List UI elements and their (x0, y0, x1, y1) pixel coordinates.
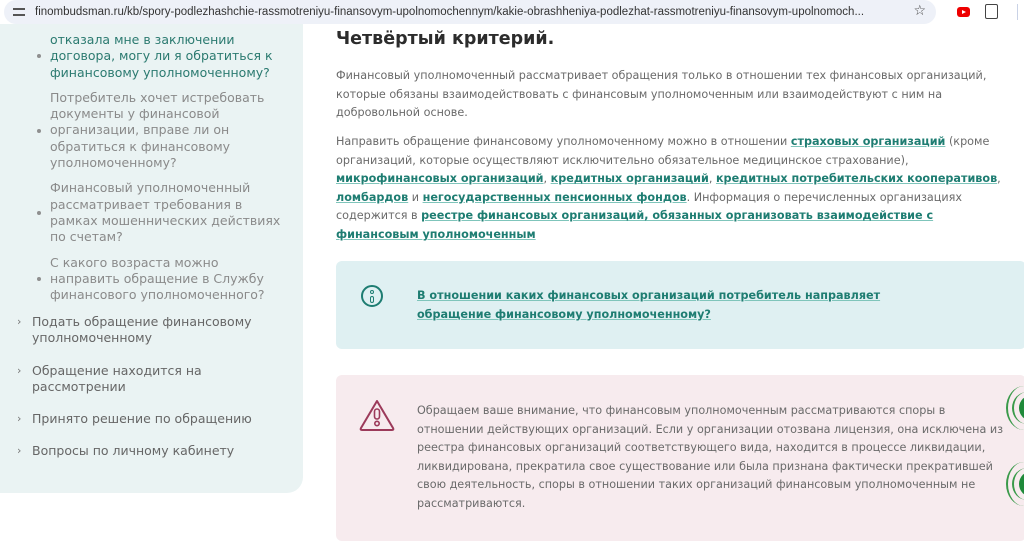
text-fragment: , (543, 172, 551, 186)
text-fragment: . Информация о перечисленных организациях содержится в (336, 190, 963, 223)
bookmark-star-icon[interactable]: ☆ (913, 3, 926, 19)
info-icon (361, 285, 383, 307)
sub-question-item[interactable] (0, 90, 303, 171)
warning-callout (336, 375, 1024, 541)
category-item[interactable] (0, 411, 303, 427)
link-credit-cooperatives[interactable]: кредитных потребительских кооперативов (715, 172, 998, 186)
extensions-puzzle-icon[interactable] (985, 4, 998, 19)
callback-float-button[interactable] (1006, 386, 1024, 430)
text-fragment: и (408, 190, 423, 204)
chat-float-button[interactable] (1006, 462, 1024, 506)
category-list (0, 314, 303, 476)
category-label: Вопросы по личному кабинету (32, 443, 235, 459)
toolbar-divider (1017, 4, 1018, 20)
paragraph-organizations (336, 133, 1006, 245)
sub-question-item[interactable] (0, 180, 303, 245)
link-microfinance-organizations[interactable]: микрофинансовых организаций (336, 172, 544, 186)
section-title: Четвёртый критерий. (336, 29, 555, 49)
text-fragment: , (708, 172, 716, 186)
sub-question-label: отказала мне в заключении договора, могу ли я обратиться к финансовому уполномоченному? (50, 32, 273, 80)
link-pension-funds[interactable]: негосударственных пенсионных фондов (422, 190, 687, 204)
category-label: Принято решение по обращению (32, 411, 252, 427)
link-pawnshops[interactable]: ломбардов (336, 190, 409, 204)
link-credit-organizations[interactable]: кредитных организаций (550, 172, 709, 186)
info-callout-link[interactable]: В отношении каких финансовых организаций потребитель направляет обращение финансовому уполномоченному? (417, 289, 881, 321)
sub-question-label: Финансовый уполномоченный рассматривает требования в рамках мошеннических действиях по счетам? (50, 180, 281, 245)
chevron-right-icon: › (17, 315, 22, 328)
address-bar[interactable] (4, 0, 936, 24)
sub-question-label: С какого возраста можно направить обращение в Службу финансового уполномоченного? (50, 254, 265, 303)
paragraph-criteria: Финансовый уполномоченный рассматривает обращения только в отношении тех финансовых организаций, которые обязаны взаимодействовать с финансовым уполномоченным или взаимодействуют с ним на добровольной основе. (336, 69, 987, 120)
text-fragment: Направить обращение финансовому уполномоченному можно в отношении (336, 135, 791, 148)
chevron-right-icon: › (17, 363, 22, 377)
url-text[interactable]: finombudsman.ru/kb/spory-podlezhashchie-rassmotreniyu-finansovym-upolnomochennym/kakie-obrashheniya-podlezhat-rassmotreniyu-finansovym-upolnomoch... (35, 6, 865, 18)
youtube-extension-icon[interactable] (957, 7, 970, 17)
link-registry[interactable]: реестре финансовых организаций, обязанных организовать взаимодействие с финансовым уполномоченным (336, 209, 934, 241)
bullet-icon (37, 277, 41, 281)
category-item[interactable] (0, 363, 303, 396)
sub-question-list (0, 32, 303, 312)
chevron-right-icon: › (17, 412, 22, 426)
warning-text: Обращаем ваше внимание, что финансовым уполномоченным рассматриваются споры в отношении действующих организаций. Если у организации отозвана лицензия, она исключена из реестра финансовых организаций соответствующего вида, находится в процессе ликвидации, ликвидирована, прекратила свое существование или была признана фактически прекратившей свою деятельность, споры в отношении таких организаций финансовым уполномоченным не рассматриваются. (417, 404, 1004, 510)
bullet-icon (37, 211, 41, 215)
browser-toolbar (0, 0, 1024, 24)
category-label: Обращение находится на рассмотрении (32, 362, 202, 394)
bullet-icon (37, 129, 41, 133)
chevron-right-icon: › (17, 444, 22, 458)
text-fragment: , (997, 172, 1001, 186)
info-callout (336, 261, 1024, 349)
link-insurance-organizations[interactable]: страховых организаций (790, 135, 946, 148)
sub-question-label: Потребитель хочет истребовать документы у финансовой организации, вправе ли он обратиться к финансовому уполномоченному? (50, 89, 265, 171)
sub-question-item[interactable] (0, 32, 303, 81)
category-label: Подать обращение финансовому уполномоченному (32, 314, 252, 346)
sub-question-item[interactable] (0, 255, 303, 304)
warning-triangle-icon (359, 399, 395, 431)
category-item[interactable] (0, 314, 303, 347)
category-item[interactable] (0, 443, 303, 459)
text-fragment: (кроме организаций, которые осуществляют исключительно обязательное медицинское страхование), (336, 135, 990, 167)
sidebar-nav (0, 24, 303, 493)
bullet-icon (37, 54, 41, 58)
site-info-icon[interactable] (13, 5, 27, 19)
